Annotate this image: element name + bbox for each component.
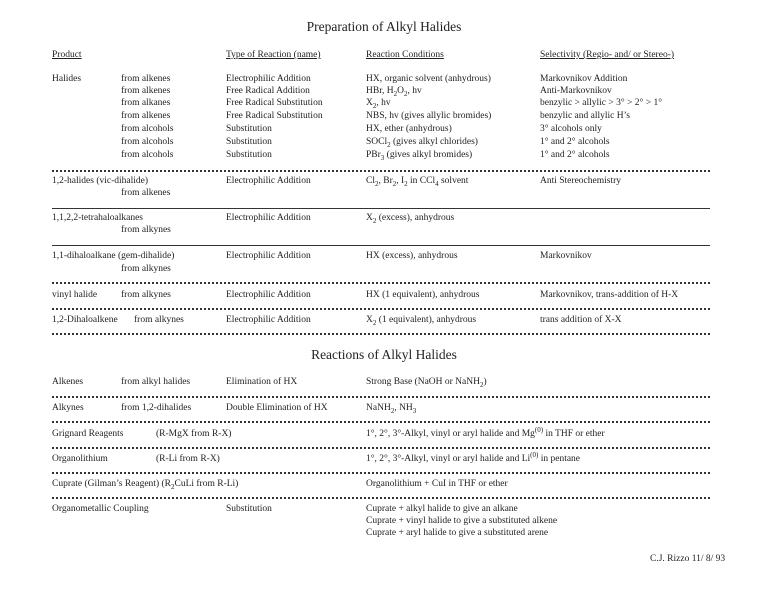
- divider: [52, 396, 710, 398]
- from: from alkanes: [121, 98, 171, 108]
- header-type: Type of Reaction (name): [226, 50, 321, 60]
- divider: [52, 282, 710, 284]
- conditions: $X_2$, hv: [366, 98, 391, 110]
- product-alkynes: Alkynes: [52, 403, 84, 413]
- selectivity: benzylic and allylic H’s: [540, 111, 630, 121]
- divider: [52, 447, 710, 449]
- selectivity: trans addition of X-X: [540, 315, 622, 325]
- selectivity: 3° alcohols only: [540, 124, 602, 134]
- conditions: NBS, hv (gives allylic bromides): [366, 111, 492, 121]
- conditions: $Cl_2$, $Br_2$, $I_2$ in CCl$_4$ solvent: [366, 176, 469, 188]
- reaction-type: Electrophilic Addition: [226, 290, 311, 300]
- from: from alkenes: [121, 74, 171, 84]
- from: from alkenes: [121, 188, 171, 198]
- selectivity: 1° and 2° alcohols: [540, 137, 610, 147]
- from: from alcohols: [121, 137, 174, 147]
- selectivity: benzylic > allylic > 3° > 2° > 1°: [540, 98, 662, 108]
- header-product: Product: [52, 50, 82, 60]
- reaction-type: Electrophilic Addition: [226, 251, 311, 261]
- conditions: Organolithium + CuI in THF or ether: [366, 479, 508, 489]
- from: from alkyl halides: [121, 377, 191, 387]
- conditions: HX, organic solvent (anhydrous): [366, 74, 491, 84]
- product-grignard: Grignard Reagents: [52, 429, 124, 439]
- conditions: PBr$_3$ (gives alkyl bromides): [366, 150, 473, 162]
- page-title: Preparation of Alkyl Halides: [306, 19, 462, 34]
- conditions: HX (1 equivalent), anhydrous: [366, 290, 480, 300]
- divider: [52, 308, 710, 310]
- selectivity: Anti Stereochemistry: [540, 176, 621, 186]
- product-tetrahaloalkanes: 1,1,2,2-tetrahaloalkanes: [52, 213, 144, 223]
- product-dihaloalkene: 1,2-Dihaloalkene: [52, 315, 118, 325]
- from: from alkynes: [121, 225, 171, 235]
- from: from alcohols: [121, 150, 174, 160]
- section-title: Reactions of Alkyl Halides: [311, 347, 457, 362]
- from: from alkenes: [121, 111, 171, 121]
- conditions: Strong Base (NaOH or NaNH$_2$): [366, 377, 487, 389]
- reaction-type: Free Radical Addition: [226, 86, 310, 96]
- selectivity: Anti-Markovnikov: [540, 86, 612, 96]
- divider: [52, 421, 710, 423]
- conditions: 1°, 2°, 3°-Alkyl, vinyl or aryl halide and Mg$^{(0)}$ in THF or ether: [366, 425, 605, 439]
- from: (R-Li from R-X): [156, 454, 220, 464]
- divider: [52, 245, 710, 246]
- reaction-type: Electrophilic Addition: [226, 315, 311, 325]
- conditions: $X_2$ (excess), anhydrous: [366, 213, 455, 225]
- footer-author-date: C.J. Rizzo 11/ 8/ 93: [650, 554, 726, 564]
- product-cuprate: Cuprate (Gilman’s Reagent) ($R_2CuLi$ from R-Li): [52, 479, 239, 491]
- divider: [52, 333, 710, 335]
- header-selectivity: Selectivity (Regio- and/ or Stereo-): [540, 50, 675, 60]
- divider: [52, 170, 710, 172]
- conditions: HX (excess), anhydrous: [366, 251, 458, 261]
- reaction-type: Elimination of HX: [226, 377, 298, 387]
- header-conditions: Reaction Conditions: [366, 50, 444, 60]
- reaction-type: Electrophilic Addition: [226, 213, 311, 223]
- from: from alkynes: [121, 264, 171, 274]
- reaction-type: Free Radical Substitution: [226, 111, 323, 121]
- from: (R-MgX from R-X): [156, 429, 232, 439]
- product-halides: Halides: [52, 74, 82, 84]
- conditions: $X_2$ (1 equivalent), anhydrous: [366, 315, 477, 327]
- product-organometallic-coupling: Organometallic Coupling: [52, 504, 149, 514]
- selectivity: 1° and 2° alcohols: [540, 150, 610, 160]
- reaction-type: Substitution: [226, 504, 272, 514]
- from: from alcohols: [121, 124, 174, 134]
- product-vic-dihalide: 1,2-halides (vic-dihalide): [52, 176, 149, 186]
- product-gem-dihalide: 1,1-dihaloalkane (gem-dihalide): [52, 251, 175, 261]
- selectivity: Markovnikov: [540, 251, 592, 261]
- selectivity: Markovnikov Addition: [540, 74, 628, 84]
- conditions: HBr, $H_2O_2$, hv: [366, 86, 422, 98]
- from: from alkynes: [121, 290, 171, 300]
- from: from alkynes: [134, 315, 184, 325]
- from: from 1,2-dihalides: [121, 403, 192, 413]
- reaction-type: Electrophilic Addition: [226, 176, 311, 186]
- divider: [52, 472, 710, 474]
- conditions: Cuprate + vinyl halide to give a substituted alkene: [366, 516, 558, 526]
- reaction-type: Substitution: [226, 124, 272, 134]
- conditions: NaNH$_2$, $NH_3$: [366, 403, 417, 415]
- conditions: HX, ether (anhydrous): [366, 124, 452, 134]
- product-vinyl-halide: vinyl halide: [52, 290, 98, 300]
- selectivity: Markovnikov, trans-addition of H-X: [540, 290, 679, 300]
- conditions: 1°, 2°, 3°-Alkyl, vinyl or aryl halide and Li$^{(0)}$ in pentane: [366, 450, 581, 464]
- reaction-type: Free Radical Substitution: [226, 98, 323, 108]
- divider: [52, 497, 710, 499]
- conditions: Cuprate + aryl halide to give a substituted arene: [366, 528, 549, 538]
- from: from alkenes: [121, 86, 171, 96]
- reaction-type: Electrophilic Addition: [226, 74, 311, 84]
- conditions: Cuprate + alkyl halide to give an alkane: [366, 504, 518, 514]
- product-alkenes: Alkenes: [52, 377, 84, 387]
- divider: [52, 208, 710, 209]
- reaction-type: Substitution: [226, 137, 272, 147]
- conditions: SOCl$_2$ (gives alkyl chlorides): [366, 137, 478, 149]
- reaction-type: Substitution: [226, 150, 272, 160]
- reaction-type: Double Elimination of HX: [226, 403, 328, 413]
- product-organolithium: Organolithium: [52, 454, 108, 464]
